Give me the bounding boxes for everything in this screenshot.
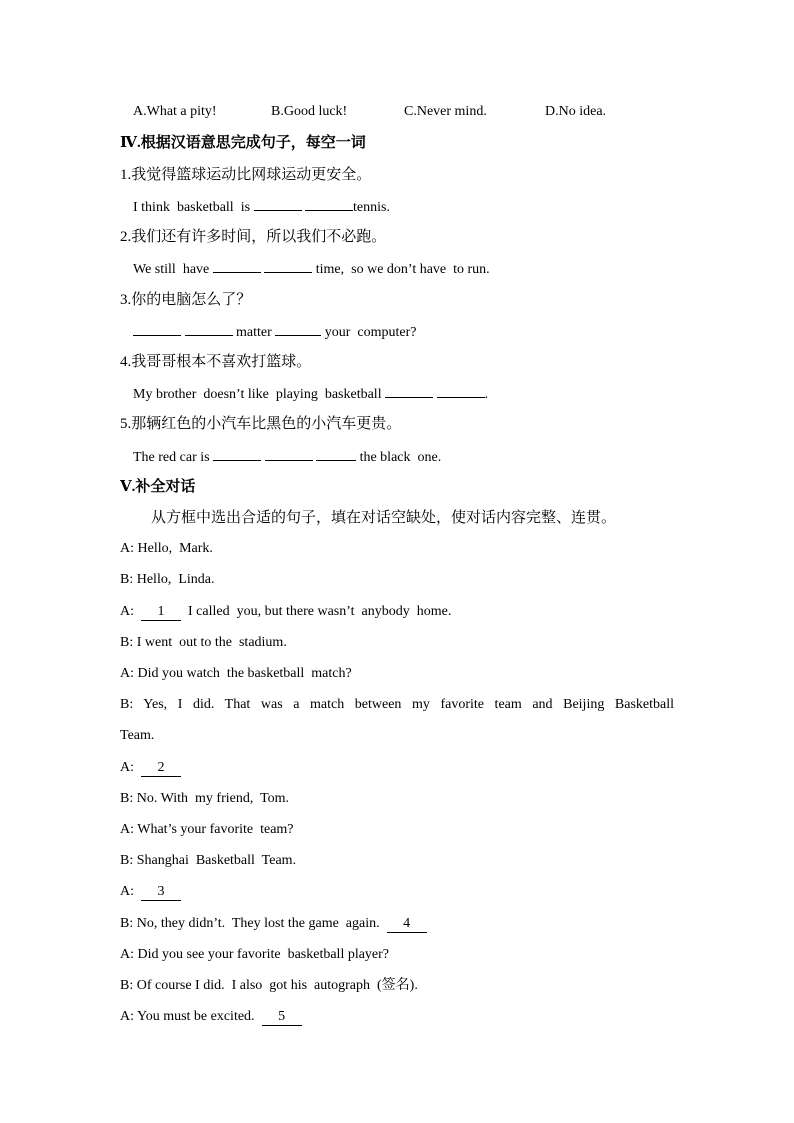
dialog-line: A: 3 [120, 882, 181, 902]
dialog-line: A: Did you see your favorite basketball player? [120, 947, 390, 962]
section-4-heading: Ⅳ.根据汉语意思完成句子，每空一词 [120, 135, 366, 151]
dialog-line: B: No, they didn’t. They lost the game again. 4 [120, 914, 427, 934]
dialog-line: A: You must be excited. 5 [120, 1007, 302, 1027]
section-5-instruction: 从方框中选出合适的句子，填在对话空缺处，使对话内容完整、连贯。 [151, 510, 617, 526]
dialog-line: Team. [120, 728, 155, 743]
answer-blank-5: 5 [262, 1009, 302, 1026]
dialog-line: B: Shanghai Basketball Team. [120, 853, 297, 868]
dialog-line: A: 1 I called you, but there wasn’t anybody home. [120, 604, 452, 619]
question-2-cn: 2.我们还有许多时间，所以我们不必跑。 [120, 229, 387, 245]
dialog-line: A: Did you watch the basketball match? [120, 666, 352, 681]
question-4-cn: 4.我哥哥根本不喜欢打篮球。 [120, 354, 312, 370]
option-d: D.No idea. [545, 104, 607, 119]
dialog-line: B: I went out to the stadium. [120, 635, 287, 650]
question-4-en: My brother doesn’t like playing basketball . [133, 383, 488, 405]
question-1-en: I think basketball is tennis. [133, 196, 390, 218]
question-3-cn: 3.你的电脑怎么了？ [120, 292, 252, 308]
option-c: C.Never mind. [404, 104, 487, 119]
question-1-cn: 1.我觉得篮球运动比网球运动更安全。 [120, 167, 372, 183]
dialog-line: B: Hello, Linda. [120, 572, 215, 587]
option-b: B.Good luck! [271, 104, 348, 119]
question-5-cn: 5.那辆红色的小汽车比黑色的小汽车更贵。 [120, 416, 402, 432]
answer-blank-4: 4 [387, 916, 427, 933]
section-5-heading: Ⅴ.补全对话 [120, 479, 196, 495]
dialog-line: A: What’s your favorite team? [120, 822, 294, 837]
question-3-en: matter your computer? [133, 321, 417, 343]
dialog-line: B: No. With my friend, Tom. [120, 791, 290, 806]
answer-blank-3: 3 [141, 884, 181, 901]
dialog-line: A: 2 [120, 758, 181, 778]
question-2-en: We still have time, so we don’t have to run. [133, 258, 490, 280]
dialog-line: B: Yes, I did. That was a match between my favorite team and Beijing Basketball [120, 697, 674, 712]
dialog-line: B: Of course I did. I also got his autograph (签名). [120, 978, 418, 993]
answer-blank-2: 2 [141, 760, 181, 777]
question-5-en: The red car is the black one. [133, 446, 441, 468]
answer-blank-1: 1 [141, 604, 181, 621]
option-a: A.What a pity! [133, 104, 217, 119]
dialog-line: A: Hello, Mark. [120, 541, 213, 556]
